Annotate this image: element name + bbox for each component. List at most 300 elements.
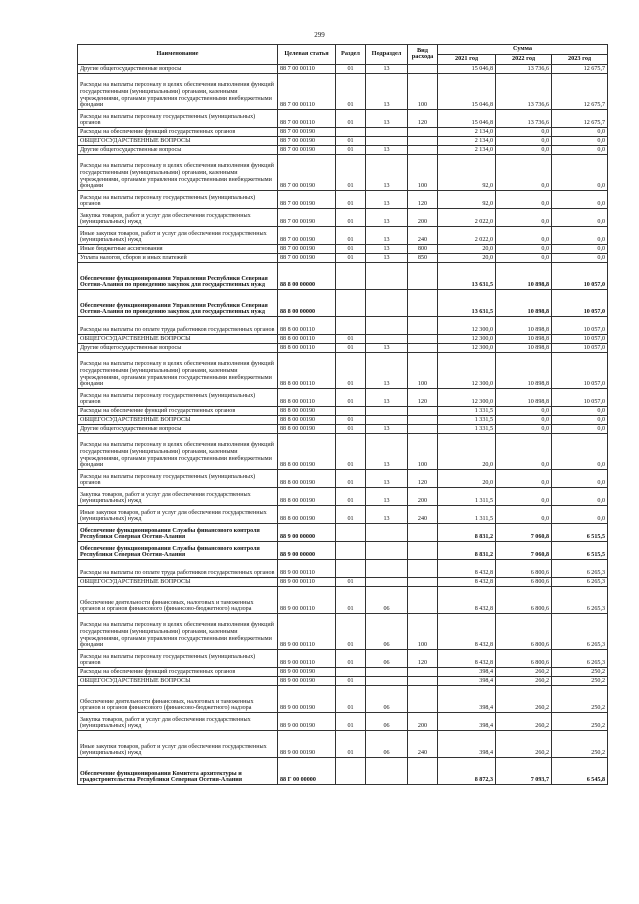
row-name: Расходы на выплаты персоналу в целях обеспечения выполнения функций государственными (муниципальными) органами, казенными учреждениями, органами управления государственными внебюджетными фондами	[78, 73, 278, 109]
row-target: 88 7 00 00190	[278, 127, 336, 136]
row-section: 01	[336, 613, 366, 649]
row-exptype: 120	[408, 190, 438, 208]
row-subsection: 13	[366, 424, 408, 433]
table-row	[78, 586, 608, 613]
row-target: 88 9 00 00110	[278, 577, 336, 586]
table-row	[78, 154, 608, 190]
table-row	[78, 541, 608, 559]
row-2023: 0,0	[552, 469, 608, 487]
row-section: 01	[336, 334, 366, 343]
row-2022: 0,0	[496, 127, 552, 136]
row-2022: 6 800,6	[496, 613, 552, 649]
row-2022: 13 736,6	[496, 109, 552, 127]
row-name: Расходы на обеспечение функций государственных органов	[78, 667, 278, 676]
row-2021: 12 300,0	[438, 334, 496, 343]
row-name: Расходы на выплаты персоналу в целях обеспечения выполнения функций государственными (муниципальными) органами, казенными учреждениями, органами управления государственными внебюджетными фондами	[78, 613, 278, 649]
table-row	[78, 145, 608, 154]
col-2021-header: 2021 год	[438, 55, 496, 65]
row-subsection: 13	[366, 253, 408, 262]
col-name-header: Наименование	[78, 45, 278, 65]
row-name: Расходы на выплаты персоналу государственных (муниципальных) органов	[78, 109, 278, 127]
row-exptype: 100	[408, 613, 438, 649]
row-2023: 0,0	[552, 208, 608, 226]
table-row	[78, 649, 608, 667]
row-section: 01	[336, 73, 366, 109]
col-section-header: Раздел	[336, 45, 366, 65]
row-2023: 12 675,7	[552, 109, 608, 127]
row-2021: 8 432,8	[438, 649, 496, 667]
table-row	[78, 757, 608, 784]
row-section: 01	[336, 433, 366, 469]
row-name: Расходы на выплаты персоналу государственных (муниципальных) органов	[78, 190, 278, 208]
row-target: 88 9 00 00110	[278, 613, 336, 649]
row-target: 88 9 00 00000	[278, 523, 336, 541]
row-2022: 6 800,6	[496, 649, 552, 667]
row-2023: 10 057,0	[552, 262, 608, 289]
row-exptype: 100	[408, 433, 438, 469]
row-2023: 0,0	[552, 127, 608, 136]
row-name: Другие общегосударственные вопросы	[78, 424, 278, 433]
row-2021: 8 831,2	[438, 541, 496, 559]
row-2022: 0,0	[496, 154, 552, 190]
row-section	[336, 316, 366, 334]
row-name: Другие общегосударственные вопросы	[78, 343, 278, 352]
row-exptype	[408, 685, 438, 712]
row-name: Расходы на выплаты персоналу в целях обеспечения выполнения функций государственными (муниципальными) органами, казенными учреждениями, органами управления государственными внебюджетными фондами	[78, 433, 278, 469]
row-subsection: 06	[366, 586, 408, 613]
row-2022: 7 093,7	[496, 757, 552, 784]
row-2021: 2 022,0	[438, 208, 496, 226]
row-section: 01	[336, 208, 366, 226]
row-subsection: 06	[366, 685, 408, 712]
row-target: 88 8 00 00000	[278, 289, 336, 316]
row-exptype: 100	[408, 352, 438, 388]
row-name: Расходы на выплаты персоналу государственных (муниципальных) органов	[78, 469, 278, 487]
row-section: 01	[336, 712, 366, 730]
row-section: 01	[336, 649, 366, 667]
row-2021: 2 022,0	[438, 226, 496, 244]
row-2021: 2 134,0	[438, 127, 496, 136]
row-2023: 250,2	[552, 667, 608, 676]
table-row	[78, 136, 608, 145]
row-target: 88 8 00 00110	[278, 352, 336, 388]
row-2021: 398,4	[438, 712, 496, 730]
row-2023: 0,0	[552, 154, 608, 190]
table-row	[78, 226, 608, 244]
row-section: 01	[336, 469, 366, 487]
row-name: ОБЩЕГОСУДАРСТВЕННЫЕ ВОПРОСЫ	[78, 415, 278, 424]
row-section: 01	[336, 487, 366, 505]
row-exptype	[408, 316, 438, 334]
table-row	[78, 613, 608, 649]
row-section	[336, 757, 366, 784]
row-subsection: 13	[366, 469, 408, 487]
row-2023: 0,0	[552, 190, 608, 208]
row-2021: 1 331,5	[438, 424, 496, 433]
row-2021: 15 046,8	[438, 73, 496, 109]
row-exptype: 240	[408, 730, 438, 757]
row-exptype: 200	[408, 712, 438, 730]
row-2023: 12 675,7	[552, 73, 608, 109]
row-target: 88 7 00 00110	[278, 109, 336, 127]
row-subsection: 13	[366, 244, 408, 253]
row-target: 88 9 00 00190	[278, 730, 336, 757]
row-name: Расходы на обеспечение функций государственных органов	[78, 406, 278, 415]
row-2021: 1 331,5	[438, 406, 496, 415]
row-section	[336, 541, 366, 559]
row-2023: 0,0	[552, 145, 608, 154]
table-row	[78, 433, 608, 469]
row-2021: 20,0	[438, 433, 496, 469]
row-target: 88 8 00 00190	[278, 415, 336, 424]
row-subsection: 13	[366, 433, 408, 469]
row-section: 01	[336, 685, 366, 712]
row-2022: 6 800,6	[496, 577, 552, 586]
row-2021: 398,4	[438, 730, 496, 757]
row-name: Иные закупки товаров, работ и услуг для обеспечения государственных (муниципальных) нужд	[78, 730, 278, 757]
table-row	[78, 316, 608, 334]
row-subsection: 06	[366, 712, 408, 730]
row-section: 01	[336, 253, 366, 262]
row-subsection	[366, 523, 408, 541]
row-name: Другие общегосударственные вопросы	[78, 64, 278, 73]
row-name: Иные бюджетные ассигнования	[78, 244, 278, 253]
row-subsection	[366, 136, 408, 145]
row-subsection: 06	[366, 649, 408, 667]
table-row	[78, 244, 608, 253]
row-exptype: 850	[408, 253, 438, 262]
row-2023: 0,0	[552, 253, 608, 262]
row-exptype: 100	[408, 73, 438, 109]
row-2022: 0,0	[496, 244, 552, 253]
row-2022: 10 898,8	[496, 352, 552, 388]
table-row	[78, 64, 608, 73]
row-2022: 10 898,8	[496, 343, 552, 352]
row-2021: 13 631,5	[438, 289, 496, 316]
row-subsection: 13	[366, 208, 408, 226]
table-row	[78, 352, 608, 388]
row-subsection	[366, 262, 408, 289]
row-2023: 6 265,3	[552, 613, 608, 649]
row-target: 88 9 00 00110	[278, 586, 336, 613]
row-target: 88 9 00 00190	[278, 676, 336, 685]
row-2022: 10 898,8	[496, 388, 552, 406]
table-row	[78, 505, 608, 523]
row-name: Обеспечение функционирования Службы финансового контроля Республики Северная Осетия-Алания	[78, 541, 278, 559]
row-2022: 0,0	[496, 487, 552, 505]
table-row	[78, 487, 608, 505]
row-subsection: 13	[366, 64, 408, 73]
row-2023: 250,2	[552, 712, 608, 730]
row-name: ОБЩЕГОСУДАРСТВЕННЫЕ ВОПРОСЫ	[78, 676, 278, 685]
page-number: 299	[314, 31, 325, 39]
row-2023: 0,0	[552, 406, 608, 415]
row-2021: 20,0	[438, 253, 496, 262]
row-subsection	[366, 316, 408, 334]
row-exptype	[408, 136, 438, 145]
row-exptype	[408, 145, 438, 154]
row-2022: 0,0	[496, 505, 552, 523]
row-2023: 10 057,0	[552, 316, 608, 334]
row-2023: 0,0	[552, 505, 608, 523]
table-row	[78, 559, 608, 577]
row-exptype: 240	[408, 226, 438, 244]
row-2023: 250,2	[552, 676, 608, 685]
table-row	[78, 676, 608, 685]
row-exptype	[408, 523, 438, 541]
row-target: 88 9 00 00110	[278, 649, 336, 667]
col-2023-header: 2023 год	[552, 55, 608, 65]
row-2022: 0,0	[496, 226, 552, 244]
row-2022: 260,2	[496, 730, 552, 757]
col-subsection-header: Подраздел	[366, 45, 408, 65]
row-2023: 10 057,0	[552, 343, 608, 352]
row-2021: 8 432,8	[438, 559, 496, 577]
row-target: 88 8 00 00190	[278, 469, 336, 487]
table-header	[78, 45, 608, 65]
col-target-header: Целевая статья	[278, 45, 336, 65]
row-subsection: 13	[366, 487, 408, 505]
row-target: 88 8 00 00110	[278, 343, 336, 352]
row-subsection	[366, 406, 408, 415]
row-2023: 10 057,0	[552, 388, 608, 406]
row-section: 01	[336, 415, 366, 424]
row-section	[336, 262, 366, 289]
table-row	[78, 109, 608, 127]
table-row	[78, 469, 608, 487]
row-section: 01	[336, 424, 366, 433]
row-target: 88 7 00 00190	[278, 190, 336, 208]
row-2021: 13 631,5	[438, 262, 496, 289]
row-exptype: 120	[408, 109, 438, 127]
row-exptype	[408, 127, 438, 136]
row-exptype	[408, 757, 438, 784]
row-target: 88 7 00 00190	[278, 253, 336, 262]
row-target: 88 Г 00 00000	[278, 757, 336, 784]
row-2023: 6 545,8	[552, 757, 608, 784]
row-exptype: 200	[408, 208, 438, 226]
row-2021: 8 432,8	[438, 586, 496, 613]
row-subsection: 13	[366, 190, 408, 208]
row-exptype	[408, 262, 438, 289]
row-2021: 8 831,2	[438, 523, 496, 541]
row-exptype: 800	[408, 244, 438, 253]
row-2022: 10 898,8	[496, 262, 552, 289]
row-2021: 92,0	[438, 154, 496, 190]
row-2023: 12 675,7	[552, 64, 608, 73]
row-name: ОБЩЕГОСУДАРСТВЕННЫЕ ВОПРОСЫ	[78, 334, 278, 343]
row-2022: 0,0	[496, 136, 552, 145]
row-name: Обеспечение функционирования Комитета архитектуры и градостроительства Республики Северная Осетия-Алания	[78, 757, 278, 784]
row-2021: 20,0	[438, 469, 496, 487]
row-2022: 0,0	[496, 208, 552, 226]
row-2023: 250,2	[552, 685, 608, 712]
row-exptype	[408, 64, 438, 73]
row-exptype	[408, 541, 438, 559]
row-2022: 0,0	[496, 424, 552, 433]
row-2022: 0,0	[496, 406, 552, 415]
row-2021: 12 300,0	[438, 388, 496, 406]
row-2021: 1 331,5	[438, 415, 496, 424]
row-exptype	[408, 676, 438, 685]
row-name: Обеспечение функционирования Управления Республики Северная Осетия-Алания по проведению закупок для государственных нужд	[78, 289, 278, 316]
row-section: 01	[336, 145, 366, 154]
row-subsection	[366, 577, 408, 586]
row-2021: 398,4	[438, 667, 496, 676]
row-name: Расходы на выплаты персоналу в целях обеспечения выполнения функций государственными (муниципальными) органами, казенными учреждениями, органами управления государственными внебюджетными фондами	[78, 154, 278, 190]
row-subsection	[366, 289, 408, 316]
row-name: Иные закупки товаров, работ и услуг для обеспечения государственных (муниципальных) нужд	[78, 505, 278, 523]
table-row	[78, 388, 608, 406]
row-target: 88 8 00 00190	[278, 505, 336, 523]
row-name: Обеспечение деятельности финансовых, налоговых и таможенных органов и органов финансового (финансово-бюджетного) надзора	[78, 685, 278, 712]
row-target: 88 8 00 00190	[278, 424, 336, 433]
row-name: Расходы на выплаты персоналу государственных (муниципальных) органов	[78, 388, 278, 406]
row-subsection: 13	[366, 388, 408, 406]
table-row	[78, 289, 608, 316]
row-name: Расходы на выплаты по оплате труда работников государственных органов	[78, 559, 278, 577]
row-2022: 260,2	[496, 667, 552, 676]
row-2021: 15 046,8	[438, 109, 496, 127]
row-2022: 10 898,8	[496, 289, 552, 316]
row-exptype	[408, 559, 438, 577]
row-2022: 6 800,6	[496, 559, 552, 577]
row-2022: 0,0	[496, 433, 552, 469]
row-name: Закупка товаров, работ и услуг для обеспечения государственных (муниципальных) нужд	[78, 712, 278, 730]
row-name: ОБЩЕГОСУДАРСТВЕННЫЕ ВОПРОСЫ	[78, 577, 278, 586]
row-2023: 10 057,0	[552, 289, 608, 316]
row-2022: 10 898,8	[496, 316, 552, 334]
row-target: 88 9 00 00190	[278, 712, 336, 730]
row-target: 88 7 00 00190	[278, 154, 336, 190]
table-row	[78, 730, 608, 757]
row-section: 01	[336, 676, 366, 685]
row-section: 01	[336, 109, 366, 127]
row-exptype	[408, 343, 438, 352]
row-2023: 0,0	[552, 415, 608, 424]
row-2023: 0,0	[552, 424, 608, 433]
row-2023: 250,2	[552, 730, 608, 757]
row-2021: 15 046,8	[438, 64, 496, 73]
row-2023: 6 265,3	[552, 559, 608, 577]
row-subsection: 13	[366, 226, 408, 244]
row-name: ОБЩЕГОСУДАРСТВЕННЫЕ ВОПРОСЫ	[78, 136, 278, 145]
row-exptype: 120	[408, 649, 438, 667]
row-subsection	[366, 667, 408, 676]
row-name: Закупка товаров, работ и услуг для обеспечения государственных (муниципальных) нужд	[78, 487, 278, 505]
row-2023: 6 265,3	[552, 577, 608, 586]
row-section: 01	[336, 586, 366, 613]
row-2021: 2 134,0	[438, 136, 496, 145]
row-section: 01	[336, 352, 366, 388]
budget-table	[77, 44, 608, 785]
row-2022: 260,2	[496, 712, 552, 730]
row-2022: 13 736,6	[496, 64, 552, 73]
row-target: 88 8 00 00190	[278, 487, 336, 505]
row-target: 88 7 00 00190	[278, 226, 336, 244]
row-target: 88 9 00 00110	[278, 559, 336, 577]
row-subsection	[366, 541, 408, 559]
row-section	[336, 127, 366, 136]
row-section	[336, 406, 366, 415]
row-name: Другие общегосударственные вопросы	[78, 145, 278, 154]
row-section: 01	[336, 505, 366, 523]
row-2021: 8 432,8	[438, 577, 496, 586]
row-subsection: 06	[366, 730, 408, 757]
table-row	[78, 415, 608, 424]
row-section: 01	[336, 226, 366, 244]
row-subsection: 06	[366, 613, 408, 649]
row-2023: 10 057,0	[552, 352, 608, 388]
table-row	[78, 190, 608, 208]
row-target: 88 8 00 00110	[278, 388, 336, 406]
row-2022: 260,2	[496, 685, 552, 712]
row-2021: 12 300,0	[438, 316, 496, 334]
table-row	[78, 334, 608, 343]
row-section: 01	[336, 154, 366, 190]
row-name: Расходы на выплаты персоналу государственных (муниципальных) органов	[78, 649, 278, 667]
row-target: 88 9 00 00190	[278, 667, 336, 676]
table-row	[78, 523, 608, 541]
table-row	[78, 262, 608, 289]
row-2023: 0,0	[552, 433, 608, 469]
col-exptype-header: Вид расхода	[408, 45, 438, 65]
row-target: 88 7 00 00190	[278, 244, 336, 253]
row-2023: 0,0	[552, 244, 608, 253]
row-name: Обеспечение функционирования Управления Республики Северная Осетия-Алания по проведению закупок для государственных нужд	[78, 262, 278, 289]
row-name: Иные закупки товаров, работ и услуг для обеспечения государственных (муниципальных) нужд	[78, 226, 278, 244]
row-subsection: 13	[366, 109, 408, 127]
row-subsection	[366, 559, 408, 577]
row-subsection	[366, 127, 408, 136]
row-section: 01	[336, 244, 366, 253]
row-2021: 8 432,8	[438, 613, 496, 649]
row-section: 01	[336, 190, 366, 208]
col-2022-header: 2022 год	[496, 55, 552, 65]
row-2022: 13 736,6	[496, 73, 552, 109]
row-section	[336, 667, 366, 676]
row-subsection: 13	[366, 343, 408, 352]
row-target: 88 7 00 00110	[278, 73, 336, 109]
row-2021: 1 311,5	[438, 505, 496, 523]
row-exptype	[408, 415, 438, 424]
table-row	[78, 208, 608, 226]
row-section	[336, 289, 366, 316]
row-subsection	[366, 334, 408, 343]
row-exptype	[408, 334, 438, 343]
row-2021: 2 134,0	[438, 145, 496, 154]
table-row	[78, 577, 608, 586]
table-row	[78, 712, 608, 730]
row-exptype: 100	[408, 154, 438, 190]
row-name: Уплата налогов, сборов и иных платежей	[78, 253, 278, 262]
row-target: 88 8 00 00110	[278, 316, 336, 334]
row-2021: 12 300,0	[438, 352, 496, 388]
row-section: 01	[336, 64, 366, 73]
row-2023: 10 057,0	[552, 334, 608, 343]
row-2021: 12 300,0	[438, 343, 496, 352]
row-subsection: 13	[366, 154, 408, 190]
row-2022: 10 898,8	[496, 334, 552, 343]
row-target: 88 7 00 00190	[278, 145, 336, 154]
row-target: 88 7 00 00190	[278, 136, 336, 145]
row-target: 88 9 00 00000	[278, 541, 336, 559]
row-exptype	[408, 424, 438, 433]
row-name: Расходы на обеспечение функций государственных органов	[78, 127, 278, 136]
row-subsection	[366, 757, 408, 784]
row-2022: 260,2	[496, 676, 552, 685]
row-section: 01	[336, 343, 366, 352]
